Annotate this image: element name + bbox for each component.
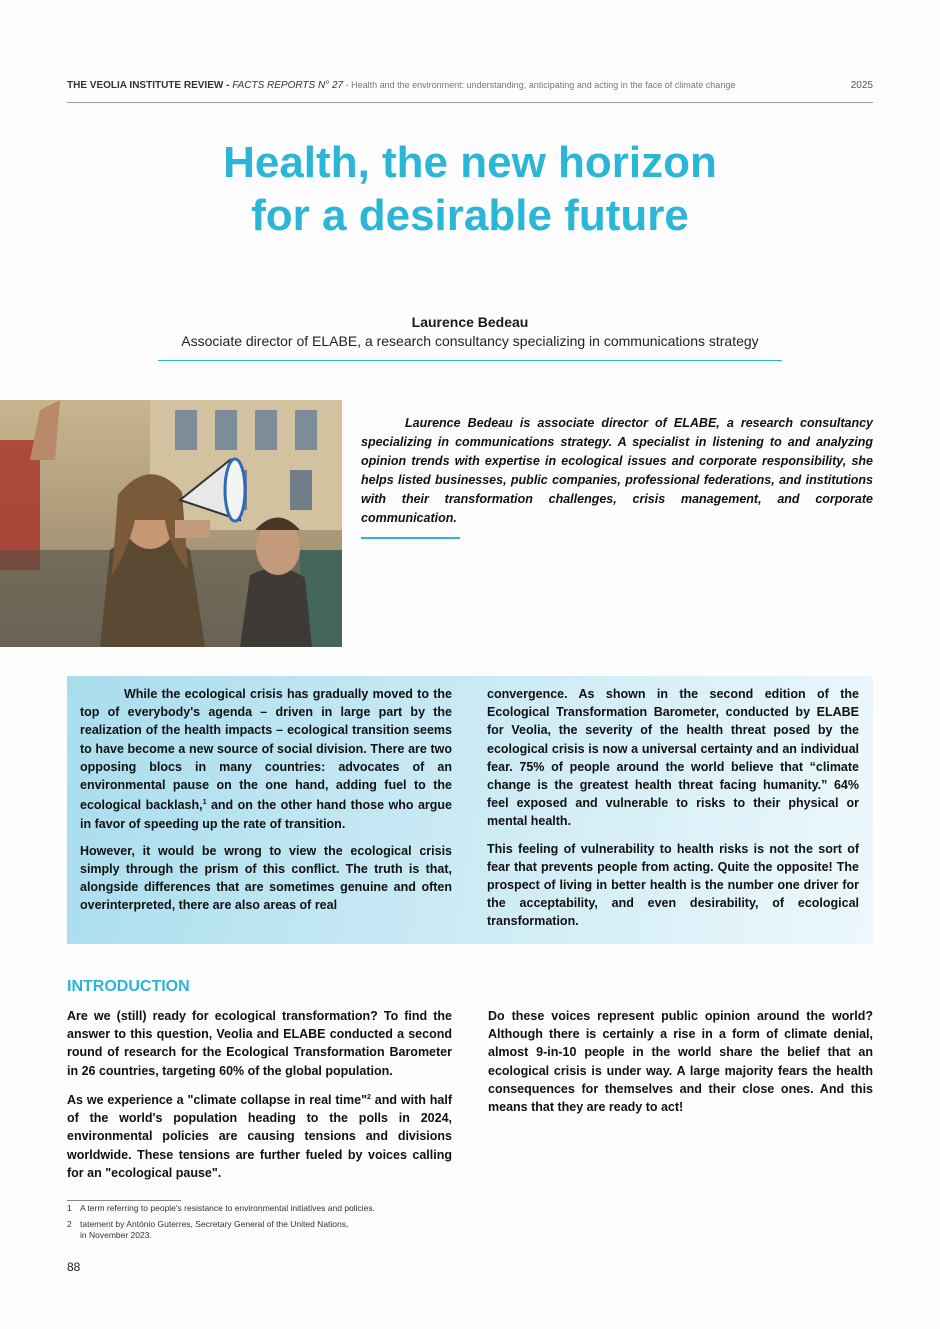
- bio-divider: [361, 537, 460, 539]
- publication-name: THE VEOLIA INSTITUTE REVIEW -: [67, 80, 233, 91]
- page-number: 88: [67, 1260, 81, 1274]
- footnote-2: [67, 1219, 375, 1242]
- title-line-2: for a desirable future: [251, 191, 689, 240]
- footnote-number: 2: [67, 1218, 72, 1229]
- footnote-text: A term referring to people's resistance to environmental initiatives and policies.: [80, 1203, 376, 1213]
- footnote-text: tatement by António Guterres, Secretary General of the United Nations,: [80, 1218, 349, 1229]
- summary-paragraph-1: [80, 685, 452, 833]
- author-bio-text: Laurence Bedeau is associate director of ELABE, a research consultancy specializing in communications strategy. A specialist in listening to and analyzing opinion trends with expertise in ecological issues and corporate responsibility, she helps listed businesses, public companies, professional federations, and institutions with their transformation challenges, crisis management, and corporate communication.: [361, 416, 873, 525]
- author-divider: [158, 360, 782, 361]
- footnotes: [67, 1203, 375, 1246]
- protest-illustration: [0, 400, 342, 647]
- issue-subtitle: - Health and the environment: understanding, anticipating and acting in the face of climate change: [343, 80, 736, 90]
- intro-paragraph-1: Are we (still) ready for ecological transformation? To find the answer to this question, Veolia and ELABE conducted a second round of research for the Ecological Transformation Barometer in 26 countries, targeting 60% of the global population.: [67, 1009, 452, 1078]
- summary-box: [67, 676, 873, 944]
- summary-paragraph-3: convergence. As shown in the second edition of the Ecological Transformation Barometer, conducted by ELABE for Veolia, the severity of the health threat posed by the ecological crisis is now a universal certainty and an individual fear. 75% of people around the world believe that “climate change is the greatest health threat facing humanity.” 64% feel exposed and vulnerable to risks to their physical or mental health.: [487, 687, 859, 829]
- footnote-divider: [67, 1200, 181, 1201]
- summary-column-right: [487, 685, 859, 940]
- footnote-text-cont: in November 2023.: [80, 1230, 152, 1240]
- intro-p2-text: As we experience a "climate collapse in real time": [67, 1092, 368, 1107]
- author-name: Laurence Bedeau: [411, 314, 529, 330]
- intro-paragraph-2: [67, 1089, 452, 1182]
- introduction-heading: INTRODUCTION: [67, 978, 190, 995]
- title-line-1: Health, the new horizon: [223, 138, 717, 187]
- summary-column-left: [80, 685, 452, 924]
- summary-paragraph-4: This feeling of vulnerability to health risks is not the sort of fear that prevents people from acting. Quite the opposite! The prospect of living in better health is the number one driver for the acceptability, and even desirability, of ecological transformation.: [487, 841, 859, 929]
- summary-p1-text: While the ecological crisis has gradually moved to the top of everybody's agenda – driven in large part by the realization of the health impacts – ecological transition seems to have become a new source of social division. There are two opposing blocs in many countries: advocates of an environmental pause on the one hand, adding fuel to the ecological backlash,: [80, 687, 452, 813]
- summary-p1-text-cont: and on the other hand those who argue in favor of speeding up the rate of transition.: [80, 798, 452, 831]
- footnote-1: [67, 1203, 375, 1215]
- author-bio: [361, 414, 873, 528]
- running-header: [67, 80, 873, 103]
- intro-paragraph-3: Do these voices represent public opinion around the world? Although there is certainly a rise in a form of climate denial, almost 9-in-10 people in the world share the belief that an ecological crisis is under way. A large majority fears the health consequences for themselves and their close ones. And this means that they are ready to act!: [488, 1009, 873, 1115]
- header-year: 2025: [850, 80, 873, 91]
- article-title: [0, 136, 940, 242]
- intro-column-left: [67, 1007, 452, 1191]
- intro-p2-text-cont: and with half of the world's population heading to the polls in 2024, environmental policies are causing tensions and divisions worldwide. These tensions are further fueled by voices calling for an "ecological pause".: [67, 1092, 453, 1180]
- series-name: FACTS REPORTS N° 27: [232, 80, 344, 91]
- intro-column-right: [488, 1007, 873, 1125]
- footnote-number: 1: [67, 1203, 72, 1213]
- footnote-ref-2: 2: [367, 1093, 371, 1101]
- footnote-ref-1: 1: [202, 799, 207, 807]
- author-role: Associate director of ELABE, a research consultancy specializing in communications strategy: [181, 333, 759, 349]
- summary-paragraph-2: However, it would be wrong to view the ecological crisis simply through the prism of this conflict. The truth is that, alongside differences that are sometimes genuine and often overinterpreted, there are also areas of real: [80, 843, 452, 913]
- protest-photo: [0, 400, 342, 647]
